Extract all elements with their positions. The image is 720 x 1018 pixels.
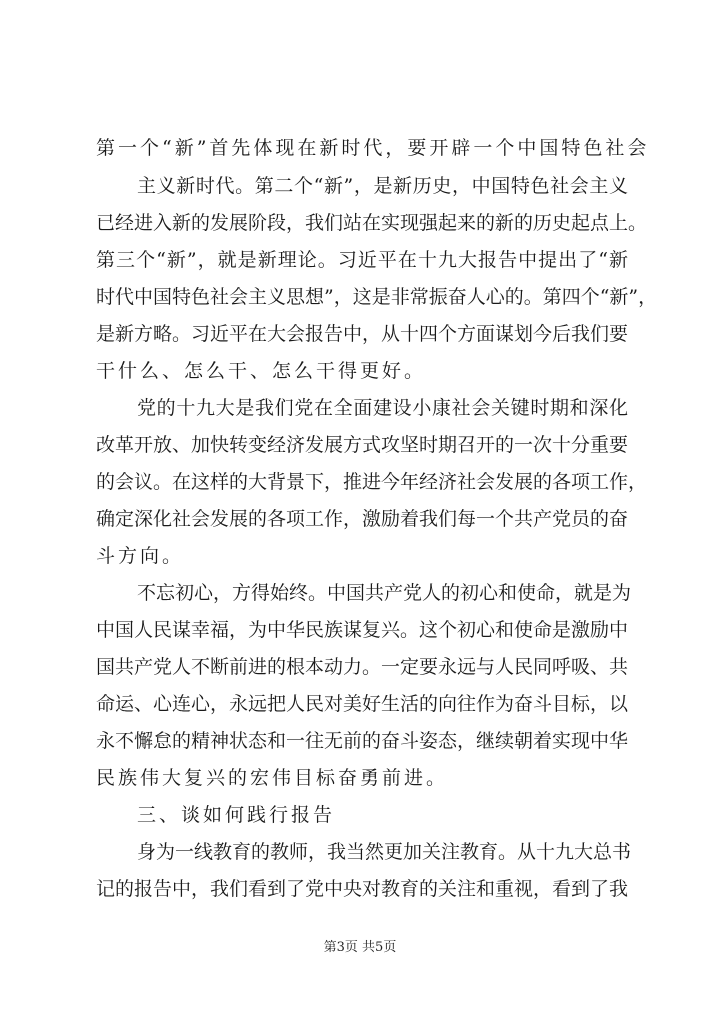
text-line: 主义新时代。第二个“新”，是新历史，中国特色社会主义 [137, 175, 628, 197]
page-number-footer: 第3页 共5页 [323, 940, 397, 955]
text-line: 党的十九大是我们党在全面建设小康社会关键时期和深化 [137, 397, 628, 419]
text-line: 确定深化社会发展的各项工作，激励着我们每一个共产党员的奋 [96, 508, 629, 530]
text-line: 时代中国特色社会主义思想”，这是非常振奋人心的。第四个“新”， [96, 286, 658, 308]
text-line: 民族伟大复兴的宏伟目标奋勇前进。 [96, 767, 449, 789]
text-line: 第三个“新”，就是新理论。习近平在十九大报告中提出了“新 [96, 249, 628, 271]
text-line: 国共产党人不断前进的根本动力。一定要永远与人民同呼吸、共 [96, 656, 629, 678]
text-line: 记的报告中，我们看到了党中央对教育的关注和重视，看到了我 [96, 878, 629, 900]
text-line: 命运、心连心，永远把人民对美好生活的向往作为奋斗目标，以 [96, 693, 629, 715]
text-line: 第一个“新”首先体现在新时代，要开辟一个中国特色社会 [96, 137, 650, 159]
text-line: 已经进入新的发展阶段，我们站在实现强起来的新的历史起点上。 [96, 212, 648, 234]
section-heading: 三、谈如何践行报告 [137, 804, 336, 826]
text-line: 改革开放、加快转变经济发展方式攻坚时期召开的一次十分重要 [96, 434, 629, 456]
text-line: 身为一线教育的教师，我当然更加关注教育。从十九大总书 [137, 841, 632, 863]
text-line: 的会议。在这样的大背景下，推进今年经济社会发展的各项工作， [96, 471, 648, 493]
text-line: 中国人民谋幸福，为中华民族谋复兴。这个初心和使命是激励中 [96, 619, 629, 641]
text-line: 斗方向。 [96, 545, 185, 567]
text-line: 不忘初心，方得始终。中国共产党人的初心和使命，就是为 [137, 582, 632, 604]
text-line: 永不懈怠的精神状态和一往无前的奋斗姿态，继续朝着实现中华 [96, 730, 629, 752]
text-line: 是新方略。习近平在大会报告中，从十四个方面谋划今后我们要 [96, 323, 629, 345]
text-line: 干什么、怎么干、怎么干得更好。 [96, 360, 427, 382]
